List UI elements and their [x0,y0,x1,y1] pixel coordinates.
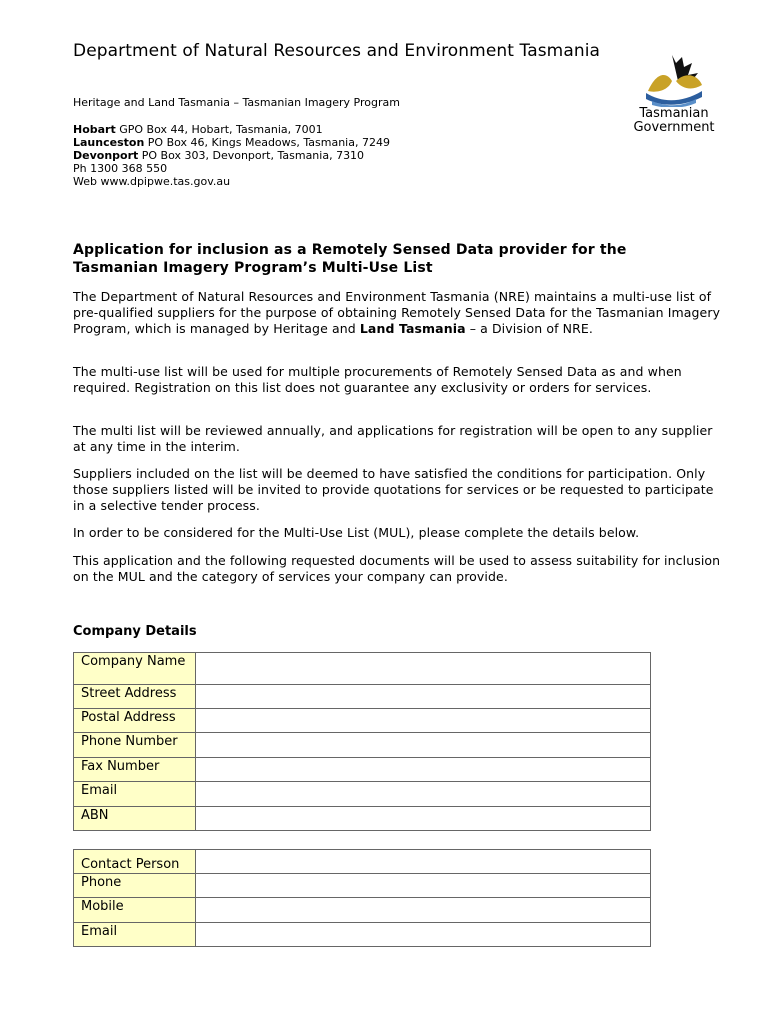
form-row-postal-address [74,709,651,733]
contact-details-table [73,849,651,947]
contact-email-input[interactable] [196,923,651,947]
logo-text-line1: Tasmanian [639,106,709,121]
form-row-street-address [74,685,651,709]
office-devonport: Devonport PO Box 303, Devonport, Tasmania, 7310 [73,149,365,162]
company-email-input[interactable] [196,782,651,807]
company-details-table [73,652,651,831]
field-label: Street Address [74,685,196,709]
form-row-phone-number [74,733,651,758]
form-row-mobile [74,898,651,923]
fax-number-input[interactable] [196,758,651,782]
web-line: Web www.dpipwe.tas.gov.au [73,175,231,188]
phone-number-input[interactable] [196,733,651,758]
logo-text-line2: Government [633,120,715,135]
tasmanian-government-logo [624,51,724,141]
department-title: Department of Natural Resources and Environment Tasmania [73,41,601,61]
contact-block [73,123,390,188]
phone-line: Ph 1300 368 550 [73,162,168,175]
form-row-company-name [74,653,651,685]
field-label: Email [74,782,196,807]
paragraph-intro: The Department of Natural Resources and Environment Tasmania (NRE) maintains a multi-use list of pre-qualified suppliers for the purpose of obtaining Remotely Sensed Data for the Tasmanian Imagery Program, which is managed by Heritage and Land Tasmania – a Division of NRE. [73,289,721,336]
thylacine-emblem-icon [642,51,706,107]
logo-wordmark [624,107,724,135]
paragraph-review: The multi list will be reviewed annually, and applications for registration will be open to any supplier at any time in the interim. [73,423,713,454]
field-label: Mobile [74,898,196,923]
postal-address-input[interactable] [196,709,651,733]
field-label: Phone [74,874,196,898]
field-label: ABN [74,807,196,831]
form-row-abn [74,807,651,831]
document-heading: Application for inclusion as a Remotely Sensed Data provider for the Tasmanian Imagery Program’s Multi-Use List [73,242,627,276]
office-launceston: Launceston PO Box 46, Kings Meadows, Tasmania, 7249 [73,136,390,149]
paragraph-assessment: This application and the following requested documents will be used to assess suitability for inclusion on the MUL and the category of services your company can provide. [73,553,721,584]
field-label: Fax Number [74,758,196,782]
field-label: Contact Person [74,850,196,874]
field-label: Email [74,923,196,947]
contact-person-input[interactable] [196,850,651,874]
form-row-phone [74,874,651,898]
field-label: Postal Address [74,709,196,733]
form-row-contact-person [74,850,651,874]
paragraph-suppliers: Suppliers included on the list will be deemed to have satisfied the conditions for participation. Only those suppliers listed will be invited to provide quotations for services or be requested to participate in a selective tender process. [73,466,714,513]
paragraph-multi-use: The multi-use list will be used for multiple procurements of Remotely Sensed Data as and when required. Registration on this list does not guarantee any exclusivity or orders for services. [73,364,682,395]
program-subtitle: Heritage and Land Tasmania – Tasmanian Imagery Program [73,96,400,109]
form-row-email [74,782,651,807]
company-details-title: Company Details [73,624,197,639]
street-address-input[interactable] [196,685,651,709]
form-row-contact-email [74,923,651,947]
company-name-input[interactable] [196,653,651,685]
field-label: Company Name [74,653,196,685]
form-row-fax-number [74,758,651,782]
field-label: Phone Number [74,733,196,758]
office-hobart: Hobart GPO Box 44, Hobart, Tasmania, 7001 [73,123,323,136]
contact-mobile-input[interactable] [196,898,651,923]
contact-phone-input[interactable] [196,874,651,898]
paragraph-instructions: In order to be considered for the Multi-Use List (MUL), please complete the details below. [73,525,640,540]
abn-input[interactable] [196,807,651,831]
